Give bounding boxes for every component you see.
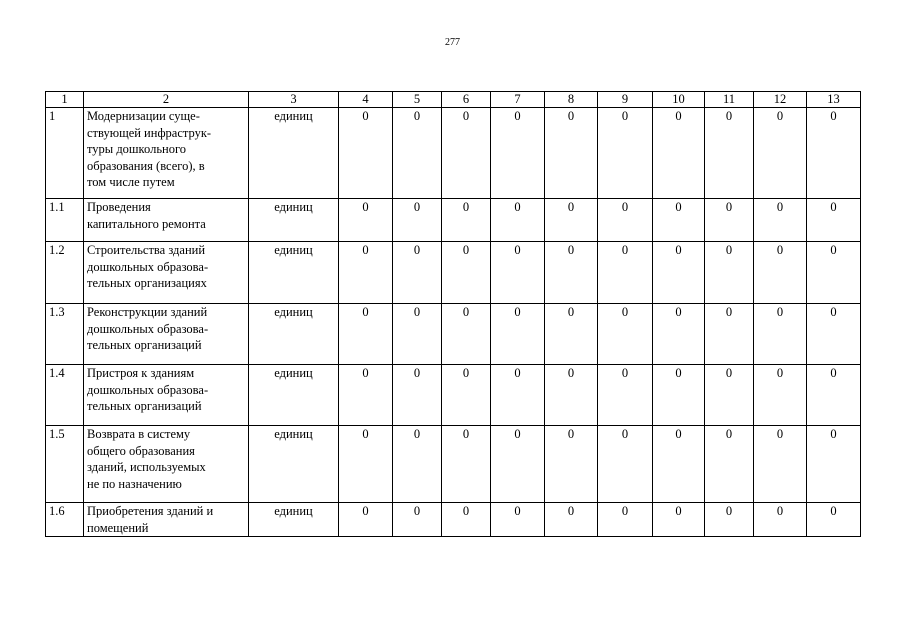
row-value-col-11: 0: [705, 503, 754, 537]
row-value-col-5: 0: [393, 199, 442, 242]
row-name: [84, 242, 249, 304]
row-name: [84, 108, 249, 199]
row-value-col-5: 0: [393, 108, 442, 199]
row-value-col-11: 0: [705, 242, 754, 304]
row-value-col-4: 0: [339, 242, 393, 304]
row-name: [84, 503, 249, 537]
row-value-col-8: 0: [545, 242, 598, 304]
row-name: [84, 304, 249, 365]
row-value-col-7: 0: [491, 426, 545, 503]
row-name: [84, 365, 249, 426]
row-value-col-5: 0: [393, 503, 442, 537]
table-row: [46, 503, 861, 537]
row-value-col-6: 0: [442, 108, 491, 199]
column-header-9: 9: [598, 92, 653, 108]
row-number: 1.4: [46, 365, 84, 426]
row-name-line: Модернизации суще-: [87, 109, 200, 123]
table-row: [46, 365, 861, 426]
row-value-col-12: 0: [754, 304, 807, 365]
row-value-col-13: 0: [807, 108, 861, 199]
table-row: [46, 108, 861, 199]
row-value-col-7: 0: [491, 503, 545, 537]
row-value-col-12: 0: [754, 108, 807, 199]
row-value-col-7: 0: [491, 304, 545, 365]
row-value-col-12: 0: [754, 365, 807, 426]
row-value-col-10: 0: [653, 242, 705, 304]
row-value-col-10: 0: [653, 199, 705, 242]
row-value-col-4: 0: [339, 426, 393, 503]
row-name-line: Возврата в систему: [87, 427, 191, 441]
column-header-2: 2: [84, 92, 249, 108]
row-value-col-7: 0: [491, 108, 545, 199]
row-unit: единиц: [249, 199, 339, 242]
row-name-line: не по назначению: [87, 476, 182, 491]
row-name-line: Реконструкции зданий: [87, 305, 208, 319]
header-row: [46, 92, 861, 108]
row-value-col-5: 0: [393, 304, 442, 365]
row-name-line: тельных организаций: [87, 338, 202, 352]
row-unit: единиц: [249, 365, 339, 426]
row-unit: единиц: [249, 304, 339, 365]
column-header-11: 11: [705, 92, 754, 108]
row-name-line: помещений: [87, 520, 149, 535]
row-value-col-9: 0: [598, 199, 653, 242]
row-value-col-11: 0: [705, 365, 754, 426]
row-value-col-12: 0: [754, 426, 807, 503]
row-value-col-4: 0: [339, 304, 393, 365]
column-header-6: 6: [442, 92, 491, 108]
row-value-col-6: 0: [442, 503, 491, 537]
column-header-12: 12: [754, 92, 807, 108]
row-value-col-13: 0: [807, 199, 861, 242]
row-value-col-12: 0: [754, 503, 807, 537]
column-header-7: 7: [491, 92, 545, 108]
row-name-line: общего образования: [87, 443, 195, 458]
row-value-col-13: 0: [807, 426, 861, 503]
row-value-col-12: 0: [754, 242, 807, 304]
row-unit: единиц: [249, 426, 339, 503]
column-header-3: 3: [249, 92, 339, 108]
row-name-line: тельных организациях: [87, 276, 207, 290]
row-value-col-7: 0: [491, 199, 545, 242]
row-name-line: Пристроя к зданиям: [87, 366, 195, 380]
row-value-col-9: 0: [598, 426, 653, 503]
row-value-col-13: 0: [807, 242, 861, 304]
row-name-line: Строительства зданий: [87, 243, 206, 257]
row-name-line: том числе путем: [87, 175, 175, 189]
row-name-line: дошкольных образова-: [87, 259, 209, 274]
table-row: [46, 199, 861, 242]
row-value-col-6: 0: [442, 199, 491, 242]
row-value-col-8: 0: [545, 199, 598, 242]
column-header-5: 5: [393, 92, 442, 108]
row-value-col-5: 0: [393, 242, 442, 304]
row-name-line: Проведения: [87, 200, 151, 214]
row-number: 1.2: [46, 242, 84, 304]
row-value-col-4: 0: [339, 108, 393, 199]
row-value-col-9: 0: [598, 242, 653, 304]
row-value-col-10: 0: [653, 426, 705, 503]
row-value-col-6: 0: [442, 242, 491, 304]
row-name-line: дошкольных образова-: [87, 321, 209, 336]
row-unit: единиц: [249, 242, 339, 304]
row-name-line: капитального ремонта: [87, 216, 206, 231]
row-value-col-12: 0: [754, 199, 807, 242]
row-unit: единиц: [249, 503, 339, 537]
row-number: 1.1: [46, 199, 84, 242]
row-name-line: образования (всего), в: [87, 158, 205, 173]
row-name-line: дошкольных образова-: [87, 382, 209, 397]
row-value-col-9: 0: [598, 503, 653, 537]
table-row: [46, 426, 861, 503]
column-header-13: 13: [807, 92, 861, 108]
row-name-line: ствующей инфраструк-: [87, 125, 212, 140]
row-value-col-4: 0: [339, 503, 393, 537]
row-value-col-4: 0: [339, 365, 393, 426]
row-number: 1.5: [46, 426, 84, 503]
row-name-line: туры дошкольного: [87, 142, 187, 156]
row-value-col-13: 0: [807, 304, 861, 365]
row-name-line: тельных организаций: [87, 399, 202, 413]
row-value-col-9: 0: [598, 365, 653, 426]
table-row: [46, 242, 861, 304]
row-number: 1.3: [46, 304, 84, 365]
row-value-col-7: 0: [491, 365, 545, 426]
row-value-col-13: 0: [807, 365, 861, 426]
row-value-col-6: 0: [442, 304, 491, 365]
row-value-col-8: 0: [545, 108, 598, 199]
row-value-col-7: 0: [491, 242, 545, 304]
row-number: 1.6: [46, 503, 84, 537]
row-value-col-8: 0: [545, 304, 598, 365]
row-name-line: Приобретения зданий и: [87, 504, 214, 518]
row-value-col-10: 0: [653, 304, 705, 365]
row-value-col-11: 0: [705, 426, 754, 503]
row-value-col-13: 0: [807, 503, 861, 537]
row-value-col-11: 0: [705, 304, 754, 365]
column-header-10: 10: [653, 92, 705, 108]
row-value-col-10: 0: [653, 503, 705, 537]
row-value-col-10: 0: [653, 108, 705, 199]
row-name: [84, 199, 249, 242]
column-header-4: 4: [339, 92, 393, 108]
row-value-col-9: 0: [598, 304, 653, 365]
row-value-col-10: 0: [653, 365, 705, 426]
row-value-col-8: 0: [545, 503, 598, 537]
row-value-col-8: 0: [545, 365, 598, 426]
data-table: [45, 91, 861, 537]
table-body: [46, 108, 861, 537]
column-header-8: 8: [545, 92, 598, 108]
row-value-col-5: 0: [393, 426, 442, 503]
row-value-col-4: 0: [339, 199, 393, 242]
row-value-col-11: 0: [705, 108, 754, 199]
row-unit: единиц: [249, 108, 339, 199]
row-name: [84, 426, 249, 503]
row-value-col-6: 0: [442, 365, 491, 426]
page-number: 277: [445, 37, 460, 48]
table-row: [46, 304, 861, 365]
row-value-col-11: 0: [705, 199, 754, 242]
row-value-col-9: 0: [598, 108, 653, 199]
column-header-1: 1: [46, 92, 84, 108]
row-number: 1: [46, 108, 84, 199]
row-name-line: зданий, используемых: [87, 460, 206, 474]
row-value-col-8: 0: [545, 426, 598, 503]
row-value-col-5: 0: [393, 365, 442, 426]
row-value-col-6: 0: [442, 426, 491, 503]
